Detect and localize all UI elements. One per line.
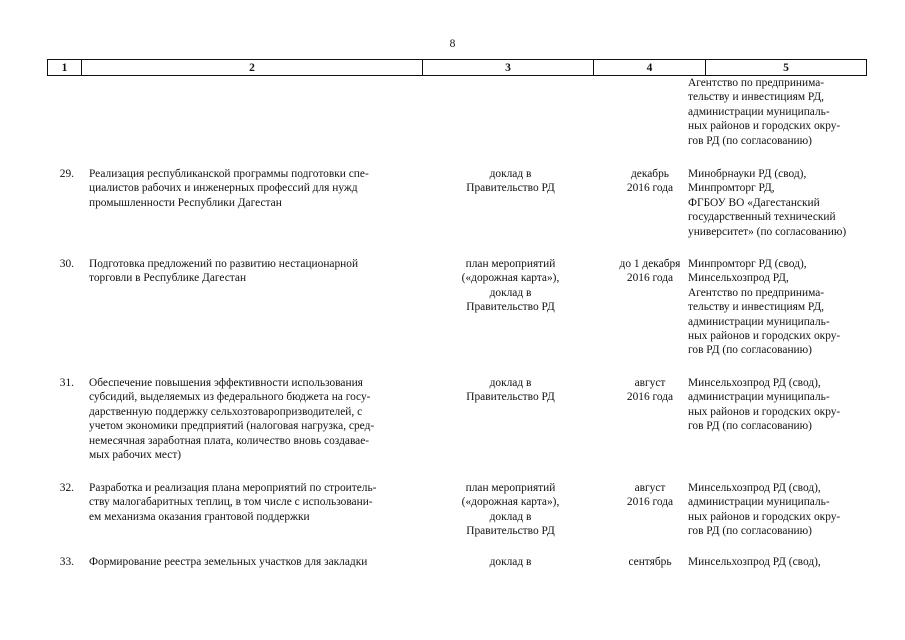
text-line: немесячная заработная плата, количество вновь создавае- — [89, 434, 370, 447]
table-header — [47, 59, 867, 76]
responsible-cell — [688, 555, 871, 569]
text-line: доклад в — [489, 510, 532, 523]
text-line: Реализация республиканской программы подготовки спе- — [89, 168, 369, 180]
responsible-cell — [688, 167, 871, 239]
header-col-1: 1 — [48, 60, 82, 76]
text-line: Разработка и реализация плана мероприятий по строитель- — [89, 482, 377, 494]
row-number: 31. — [59, 377, 74, 389]
header-col-2: 2 — [82, 60, 423, 76]
measure-cell — [89, 481, 422, 524]
text-line: Правительство РД — [466, 182, 555, 195]
text-line: гов РД (по согласованию) — [688, 525, 812, 538]
text-line: гов РД (по согласованию) — [688, 134, 812, 147]
text-line: торговли в Республике Дагестан — [89, 272, 247, 285]
measure-cell — [89, 555, 422, 569]
text-line: администрации муниципаль- — [688, 391, 830, 404]
text-line: Обеспечение повышения эффективности использования — [89, 377, 363, 389]
text-line: тельству и инвестициям РД, — [688, 301, 824, 314]
report-form-cell — [428, 376, 593, 405]
text-line: дарственную поддержку сельхозтоваропризводителей, с — [89, 405, 363, 418]
text-line: университет» (по согласованию) — [688, 225, 847, 238]
text-line: 2016 года — [626, 391, 674, 404]
text-line: ФГБОУ ВО «Дагестанский — [688, 196, 820, 209]
text-line: администрации муниципаль- — [688, 105, 830, 118]
text-line: учетом экономики предприятий (налоговая нагрузка, сред- — [89, 420, 375, 433]
text-line: тельству и инвестициям РД, — [688, 91, 824, 104]
text-line: Минсельхозпрод РД (свод), — [688, 377, 821, 389]
text-line: ных районов и городских окру- — [688, 120, 841, 133]
text-line: гов РД (по согласованию) — [688, 344, 812, 357]
text-line: Минсельхозпрод РД, — [688, 272, 789, 285]
report-form-cell — [428, 167, 593, 196]
text-line: циалистов рабочих и инженерных профессий для нужд — [89, 182, 358, 195]
text-line: план мероприятий — [465, 258, 556, 270]
text-line: 2016 года — [626, 182, 674, 195]
text-line: август — [634, 482, 666, 494]
text-line: Агентство по предпринима- — [688, 286, 825, 299]
text-line: 2016 года — [626, 272, 674, 285]
text-line: («дорожная карта»), — [461, 496, 560, 509]
text-line: доклад в — [489, 377, 532, 389]
text-line: до 1 декабря — [619, 258, 681, 270]
text-line: доклад в — [489, 556, 532, 568]
text-line: сентябрь — [628, 556, 672, 568]
text-line: доклад в — [489, 286, 532, 299]
report-form-cell — [428, 555, 593, 569]
header-col-4: 4 — [594, 60, 706, 76]
row-number: 33. — [59, 556, 74, 568]
text-line: администрации муниципаль- — [688, 315, 830, 328]
text-line: государственный технический — [688, 211, 836, 224]
text-line: Правительство РД — [466, 391, 555, 404]
report-form-cell — [428, 257, 593, 315]
text-line: август — [634, 377, 666, 389]
text-line: ных районов и городских окру- — [688, 405, 841, 418]
text-line: Правительство РД — [466, 301, 555, 314]
responsible-cell — [688, 257, 871, 358]
responsible-cell — [688, 376, 871, 434]
page-number: 8 — [449, 38, 456, 50]
text-line: ем механизма оказания грантовой поддержки — [89, 510, 310, 523]
text-line: Минсельхозпрод РД (свод), — [688, 482, 821, 494]
text-line: ных районов и городских окру- — [688, 510, 841, 523]
row-number: 30. — [59, 258, 74, 270]
text-line: план мероприятий — [465, 482, 556, 494]
responsible-cell — [688, 481, 871, 539]
text-line: субсидий, выделяемых из федерального бюджета на госу- — [89, 391, 371, 404]
text-line: Агентство по предпринима- — [688, 77, 825, 89]
report-form-cell — [428, 481, 593, 539]
text-line: Подготовка предложений по развитию нестационарной — [89, 258, 359, 270]
text-line: Формирование реестра земельных участков для закладки — [89, 556, 368, 568]
text-line: ных районов и городских окру- — [688, 330, 841, 343]
text-line: Минпромторг РД, — [688, 182, 775, 195]
row-number: 29. — [59, 168, 74, 180]
header-col-3: 3 — [423, 60, 594, 76]
text-line: 2016 года — [626, 496, 674, 509]
responsible-cell — [688, 76, 871, 148]
row-number: 32. — [59, 482, 74, 494]
text-line: Минсельхозпрод РД (свод), — [688, 556, 821, 568]
text-line: мых рабочих мест) — [89, 449, 182, 462]
text-line: администрации муниципаль- — [688, 496, 830, 509]
text-line: промышленности Республики Дагестан — [89, 196, 282, 209]
text-line: доклад в — [489, 168, 532, 180]
text-line: («дорожная карта»), — [461, 272, 560, 285]
measure-cell — [89, 376, 422, 462]
text-line: ству малогабаритных теплиц, в том числе с использовани- — [89, 496, 373, 509]
header-col-5: 5 — [706, 60, 867, 76]
measure-cell — [89, 257, 422, 286]
measure-cell — [89, 167, 422, 210]
text-line: Минпромторг РД (свод), — [688, 258, 807, 270]
text-line: декабрь — [631, 168, 669, 180]
text-line: Правительство РД — [466, 525, 555, 538]
text-line: гов РД (по согласованию) — [688, 420, 812, 433]
text-line: Минобрнауки РД (свод), — [688, 168, 807, 180]
